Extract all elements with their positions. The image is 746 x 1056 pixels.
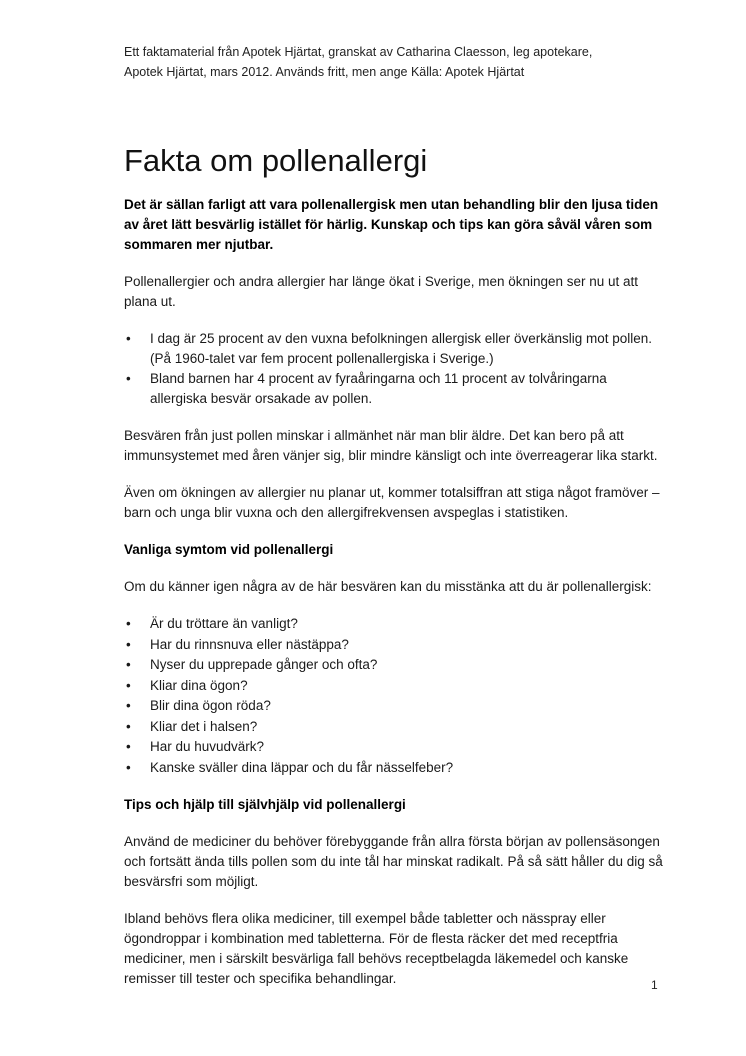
list-item: • Har du rinnsnuva eller nästäppa? [124, 635, 664, 655]
lead-paragraph: Det är sällan farligt att vara pollenallergisk men utan behandling blir den ljusa tiden av året lätt besvärlig istället för härlig. Kunskap och tips kan göra såväl våren som sommaren mer njutbar. [124, 197, 659, 252]
list-item: • I dag är 25 procent av den vuxna befolkningen allergisk eller överkänslig mot pollen. (På 1960-talet var fem procent pollenallergiska i Sverige.) [124, 329, 664, 369]
stats-list [124, 329, 664, 409]
list-item: • Blir dina ögon röda? [124, 696, 664, 716]
paragraph-tips-1: Använd de mediciner du behöver förebyggande från allra första början av pollensäsongen och fortsätt ända tills pollen som du inte tål har minskat radikalt. På så sätt håller du dig så besvärsfri som möjligt. [124, 833, 663, 889]
paragraph-symptoms-intro: Om du känner igen några av de här besvären kan du misstänka att du är pollenallergisk: [124, 579, 652, 594]
page-number: 1 [651, 978, 658, 992]
page-title: Fakta om pollenallergi [124, 143, 428, 178]
paragraph-tips-2: Ibland behövs flera olika mediciner, till exempel både tabletter och nässpray eller ögondroppar i kombination med tabletterna. För de flesta räcker det med receptfria mediciner, men i särskilt besvärliga fall behövs receptbelagda läkemedel och kanske remisser till tester och specifika behandlingar. [124, 910, 629, 986]
list-item: • Kliar det i halsen? [124, 717, 664, 737]
symptoms-list [124, 614, 664, 778]
list-item: • Kliar dina ögon? [124, 676, 664, 696]
list-item: • Har du huvudvärk? [124, 737, 664, 757]
paragraph-age: Besvären från just pollen minskar i allmänhet när man blir äldre. Det kan bero på att immunsystemet med åren vänjer sig, blir mindre känsligt och inte överreagerar lika starkt. [124, 428, 658, 463]
header-line-2: Apotek Hjärtat, mars 2012. Används fritt, men ange Källa: Apotek Hjärtat [124, 65, 525, 79]
section-heading-symptoms: Vanliga symtom vid pollenallergi [124, 542, 334, 557]
list-item: • Är du tröttare än vanligt? [124, 614, 664, 634]
section-heading-tips: Tips och hjälp till självhjälp vid pollenallergi [124, 796, 406, 812]
list-item: • Bland barnen har 4 procent av fyraåringarna och 11 procent av tolvåringarna allergiska besvär orsakade av pollen. [124, 369, 664, 409]
paragraph-trend: Även om ökningen av allergier nu planar ut, kommer totalsiffran att stiga något framöver – barn och unga blir vuxna och den allergifrekvensen avspeglas i statistiken. [124, 485, 660, 520]
document-body [124, 195, 664, 1006]
list-item: • Kanske sväller dina läppar och du får nässelfeber? [124, 758, 664, 778]
header-line-1: Ett faktamaterial från Apotek Hjärtat, granskat av Catharina Claesson, leg apotekare, [124, 45, 593, 59]
page-header [124, 42, 684, 82]
list-item: • Nyser du upprepade gånger och ofta? [124, 655, 664, 675]
paragraph-intro: Pollenallergier och andra allergier har länge ökat i Sverige, men ökningen ser nu ut att plana ut. [124, 274, 639, 309]
